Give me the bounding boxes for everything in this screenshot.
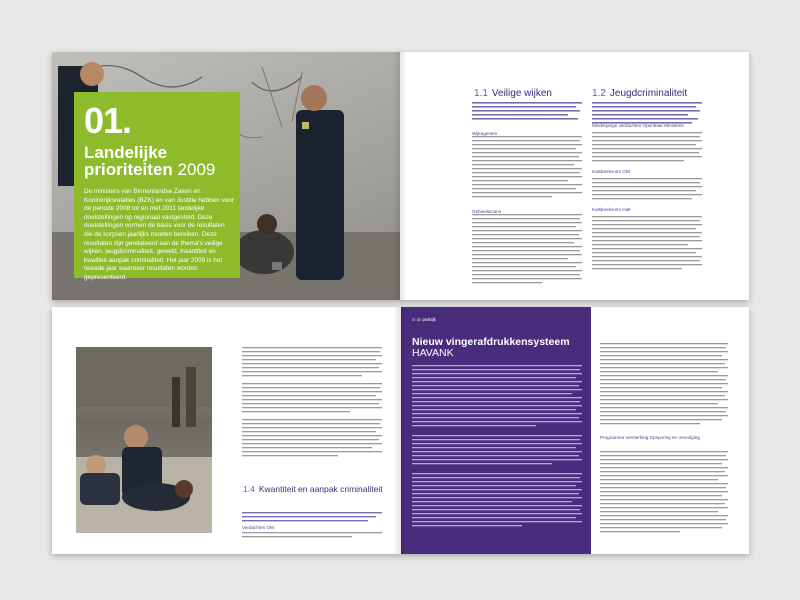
spread-bottom	[52, 307, 749, 554]
photo-police-arrest-graffiti	[52, 52, 400, 300]
subhead-text: Wijkagenten	[472, 131, 498, 136]
text-column-4	[600, 343, 732, 543]
chapter-year: 2009	[177, 160, 216, 179]
praktijk-panel	[401, 307, 591, 554]
section-heading-1-1	[474, 88, 552, 99]
subhead-text: Gebiedsscans	[472, 209, 502, 214]
subhead-kalsbeek-halt	[592, 204, 631, 213]
section-number: 1.4	[243, 484, 255, 494]
subhead-gebiedsscans	[472, 206, 501, 215]
photo-police-detain-street	[76, 347, 212, 533]
chapter-title-text: Landelijke prioriteiten	[84, 143, 173, 179]
section-number: 1.1	[474, 88, 488, 99]
chapter-intro: De ministers van Binnenlandse Zaken en Koninkrijksrelaties (BZK) en van Justitie hebben voor de periode 2008 tot en met 2011 landelijke doelstellingen op regionaal vastgesteld. Deze doelstellingen vormen de basis voor de resultaten die de korpsen jaarlijks moeten bereiken. Deze resultaten zijn gerelateerd aan de thema's veilige wijken, jeugdcriminaliteit, geweld, kwantiteit en kwaliteit aanpak criminaliteit. Het jaar 2009 is het tweede jaar waarover resultaten worden gepresenteerd.	[84, 188, 234, 281]
section-heading-1-2	[592, 88, 687, 99]
chapter-number: 01.	[84, 100, 132, 141]
subhead-text: Kalsbeekvorm Halt	[592, 207, 631, 212]
subhead-kalsbeek-om	[592, 166, 630, 175]
street-arrest-illustration	[76, 347, 212, 533]
praktijk-label	[412, 317, 436, 322]
text-column-3	[242, 347, 388, 477]
praktijk-title-line-2: HAVANK	[412, 347, 454, 359]
praktijk-word: praktijk	[422, 317, 436, 322]
subhead-text: Minderjarige verdachten Openbaar Ministerie	[592, 123, 684, 128]
section-heading-1-4	[243, 485, 383, 494]
praktijk-prefix: In de	[412, 317, 422, 322]
chapter-title	[84, 144, 240, 178]
section-title: Veilige wijken	[491, 88, 552, 99]
subhead-minderjarige	[592, 120, 684, 129]
section-number: 1.2	[592, 88, 606, 99]
section-title: Kwantiteit en aanpak criminaliteit	[258, 484, 383, 494]
subhead-text: Verdachten OM	[242, 525, 274, 530]
chapter-title-box	[74, 92, 240, 281]
praktijk-text-lines	[412, 365, 584, 545]
section-title: Jeugdcriminaliteit	[609, 88, 688, 99]
subhead-verdachten-om	[242, 522, 274, 531]
praktijk-title-line-1: Nieuw vingerafdrukkensysteem	[412, 336, 570, 348]
subhead-programma: Programma Versterking Opsporing en Vervolging	[600, 435, 700, 440]
spread-top	[52, 52, 749, 300]
subhead-text: Kalsbeekvorm OM	[592, 169, 630, 174]
text-column-2	[592, 102, 704, 294]
praktijk-title	[412, 337, 570, 359]
subhead-wijkagenten	[472, 128, 497, 137]
